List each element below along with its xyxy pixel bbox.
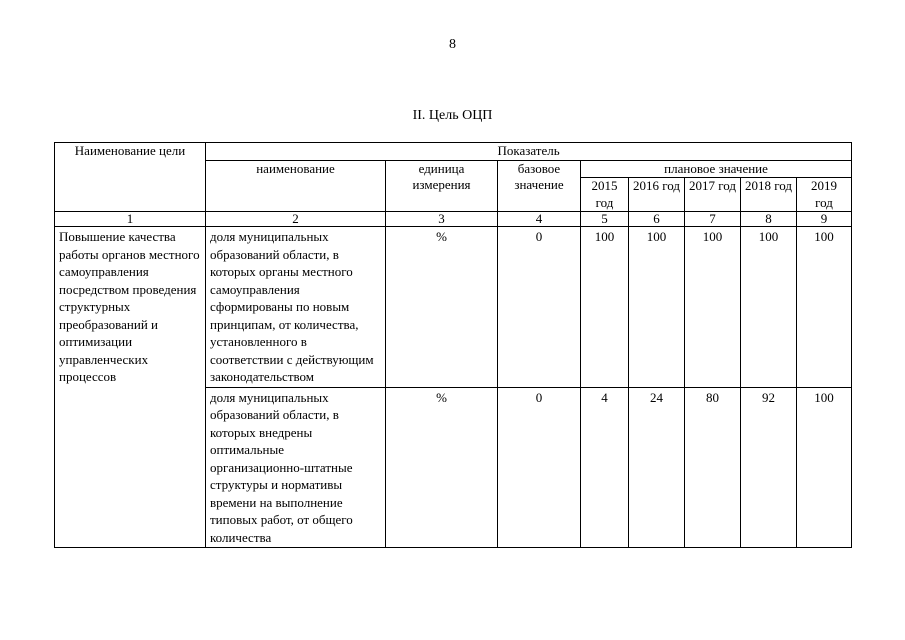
table-row bbox=[55, 227, 852, 388]
header-planned-value: плановое значение bbox=[581, 160, 852, 178]
header-year-2018: 2018 год bbox=[741, 178, 797, 212]
indicator-name: доля муниципальных образований области, в которых внедрены оптимальные организационно-штатные структуры и нормативы времени на выполнение типовых работ, от общего количества bbox=[206, 387, 386, 548]
page-number: 8 bbox=[449, 37, 456, 52]
value-2017: 80 bbox=[685, 387, 741, 548]
indicator-name: доля муниципальных образований области, в которых органы местного самоуправления сформированы по новым принципам, от количества, установленного в соответствии с действующим законодательством bbox=[206, 227, 386, 388]
value-2017: 100 bbox=[685, 227, 741, 388]
header-year-2015: 2015 год bbox=[581, 178, 629, 212]
value-2018: 100 bbox=[741, 227, 797, 388]
column-number: 9 bbox=[797, 212, 852, 227]
column-number: 4 bbox=[498, 212, 581, 227]
goal-cell: Повышение качества работы органов местного самоуправления посредством проведения структурных преобразований и оптимизации управленческих процессов bbox=[55, 227, 206, 548]
column-number: 8 bbox=[741, 212, 797, 227]
goal-table bbox=[54, 142, 852, 548]
value-2019: 100 bbox=[797, 387, 852, 548]
value-2016: 100 bbox=[629, 227, 685, 388]
header-unit: единица измерения bbox=[386, 160, 498, 212]
value-2018: 92 bbox=[741, 387, 797, 548]
column-number: 1 bbox=[55, 212, 206, 227]
indicator-base: 0 bbox=[498, 387, 581, 548]
header-year-2016: 2016 год bbox=[629, 178, 685, 212]
column-number: 7 bbox=[685, 212, 741, 227]
indicator-unit: % bbox=[386, 227, 498, 388]
value-2019: 100 bbox=[797, 227, 852, 388]
section-title: II. Цель ОЦП bbox=[412, 108, 493, 123]
indicator-base: 0 bbox=[498, 227, 581, 388]
value-2016: 24 bbox=[629, 387, 685, 548]
value-2015: 100 bbox=[581, 227, 629, 388]
indicator-unit: % bbox=[386, 387, 498, 548]
header-year-2019: 2019 год bbox=[797, 178, 852, 212]
column-number-row bbox=[55, 212, 852, 227]
column-number: 2 bbox=[206, 212, 386, 227]
value-2015: 4 bbox=[581, 387, 629, 548]
column-number: 6 bbox=[629, 212, 685, 227]
header-base-value: базовое значение bbox=[498, 160, 581, 212]
column-number: 5 bbox=[581, 212, 629, 227]
header-indicator: Показатель bbox=[206, 143, 852, 161]
header-name: наименование bbox=[206, 160, 386, 212]
header-goal-name: Наименование цели bbox=[55, 143, 206, 212]
column-number: 3 bbox=[386, 212, 498, 227]
header-year-2017: 2017 год bbox=[685, 178, 741, 212]
header-row-1 bbox=[55, 143, 852, 161]
